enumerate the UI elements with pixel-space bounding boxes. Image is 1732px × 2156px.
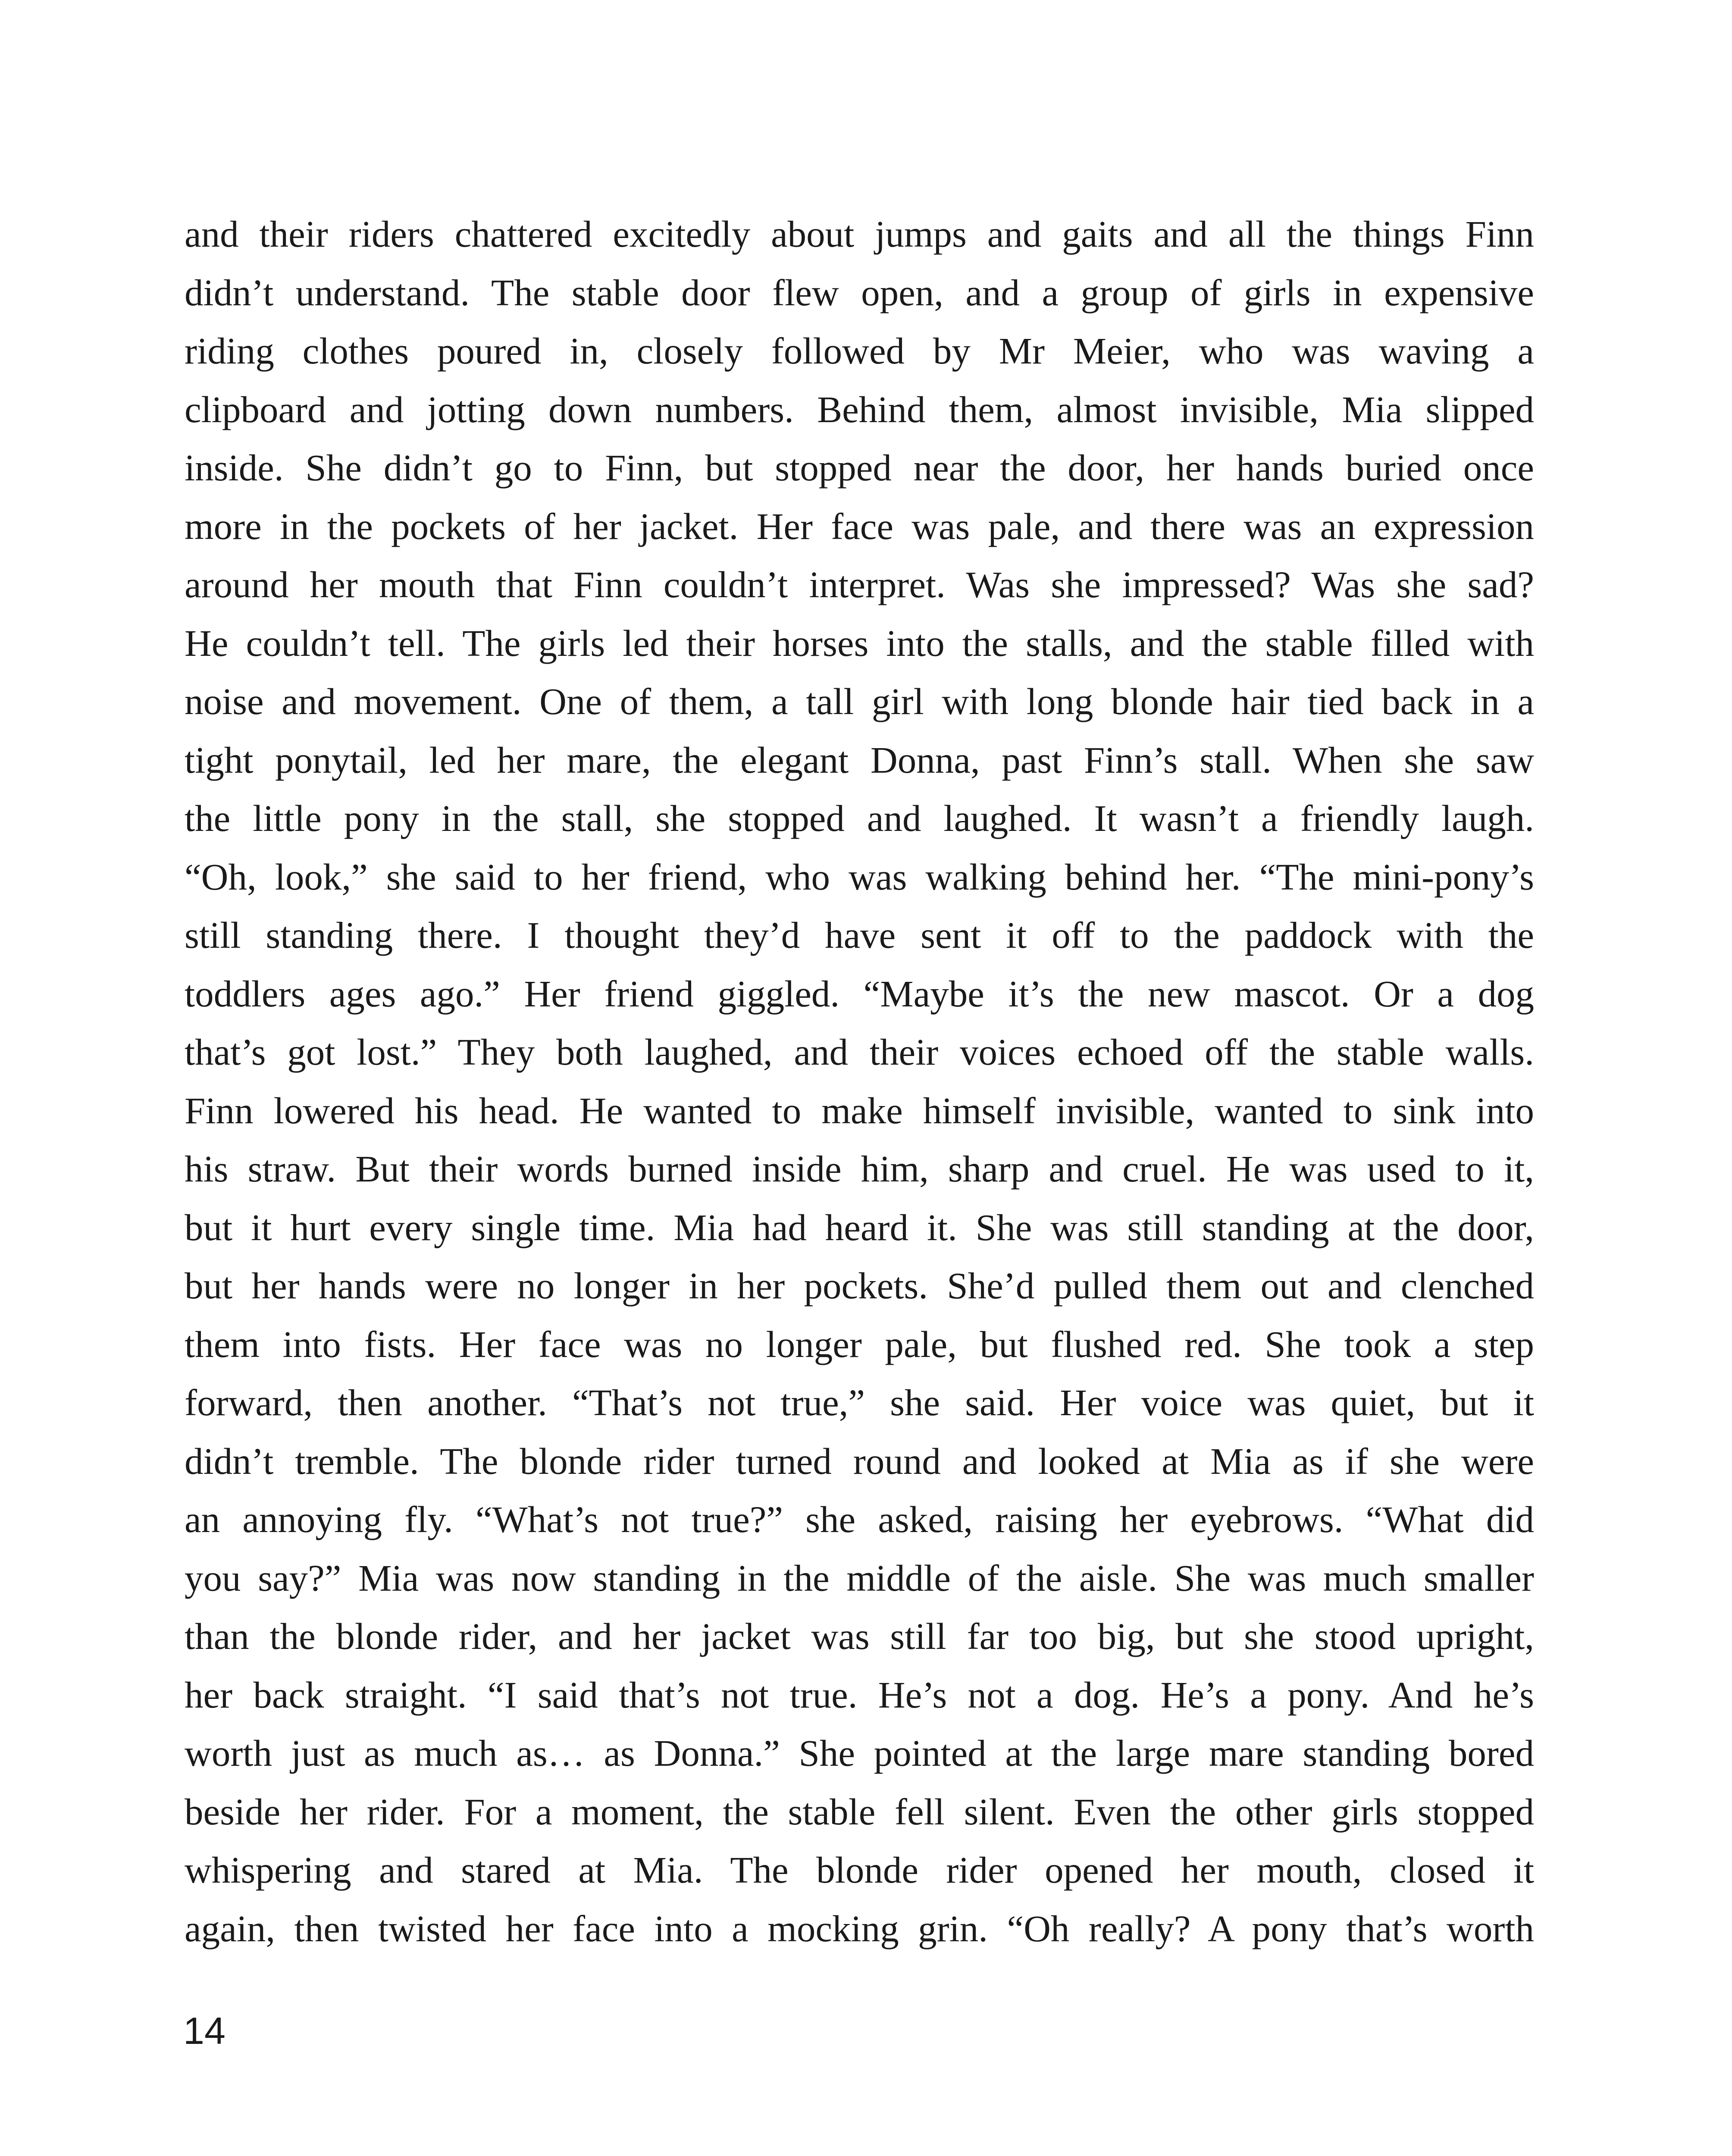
text-line: her back straight. “I said that’s not true. He’s not a dog. He’s a pony. And he’s <box>185 1673 1534 1716</box>
text-line: tight ponytail, led her mare, the elegant Donna, past Finn’s stall. When she saw <box>185 739 1534 781</box>
text-line: them into fists. Her face was no longer pale, but flushed red. She took a step <box>185 1323 1534 1365</box>
text-line: that’s got lost.” They both laughed, and their voices echoed off the stable walls. <box>185 1031 1534 1073</box>
text-line: noise and movement. One of them, a tall girl with long blonde hair tied back in a <box>185 680 1534 722</box>
text-line: the little pony in the stall, she stopped and laughed. It wasn’t a friendly laugh. <box>185 797 1534 839</box>
text-line: and their riders chattered excitedly about jumps and gaits and all the things Finn <box>185 213 1534 255</box>
text-line: than the blonde rider, and her jacket was still far too big, but she stood upright, <box>185 1615 1534 1657</box>
text-line: still standing there. I thought they’d have sent it off to the paddock with the <box>185 914 1534 956</box>
text-line: riding clothes poured in, closely followed by Mr Meier, who was waving a <box>185 330 1534 372</box>
page-number: 14 <box>183 2009 226 2052</box>
text-line: clipboard and jotting down numbers. Behind them, almost invisible, Mia slipped <box>185 388 1534 430</box>
text-line: didn’t tremble. The blonde rider turned round and looked at Mia as if she were <box>185 1440 1534 1482</box>
text-line: you say?” Mia was now standing in the middle of the aisle. She was much smaller <box>185 1557 1534 1599</box>
body-text <box>185 205 1534 1958</box>
text-line: an annoying fly. “What’s not true?” she asked, raising her eyebrows. “What did <box>185 1498 1534 1540</box>
text-line: Finn lowered his head. He wanted to make himself invisible, wanted to sink into <box>185 1089 1534 1131</box>
text-line: his straw. But their words burned inside him, sharp and cruel. He was used to it, <box>185 1148 1534 1190</box>
text-line: but her hands were no longer in her pockets. She’d pulled them out and clenched <box>185 1265 1534 1307</box>
text-line: around her mouth that Finn couldn’t interpret. Was she impressed? Was she sad? <box>185 564 1534 605</box>
text-line: toddlers ages ago.” Her friend giggled. “Maybe it’s the new mascot. Or a dog <box>185 972 1534 1015</box>
text-line: worth just as much as… as Donna.” She pointed at the large mare standing bored <box>185 1732 1534 1774</box>
text-line: “Oh, look,” she said to her friend, who was walking behind her. “The mini-pony’s <box>185 856 1534 898</box>
text-line: didn’t understand. The stable door flew open, and a group of girls in expensive <box>185 271 1534 313</box>
text-line: inside. She didn’t go to Finn, but stopped near the door, her hands buried once <box>185 447 1534 489</box>
text-line: beside her rider. For a moment, the stable fell silent. Even the other girls stopped <box>185 1790 1534 1833</box>
text-line: but it hurt every single time. Mia had heard it. She was still standing at the door, <box>185 1206 1534 1248</box>
text-line: again, then twisted her face into a mocking grin. “Oh really? A pony that’s worth <box>185 1907 1534 1949</box>
text-line: whispering and stared at Mia. The blonde rider opened her mouth, closed it <box>185 1849 1534 1891</box>
text-line: forward, then another. “That’s not true,” she said. Her voice was quiet, but it <box>185 1382 1534 1423</box>
text-line: more in the pockets of her jacket. Her face was pale, and there was an expression <box>185 505 1534 547</box>
text-line: He couldn’t tell. The girls led their horses into the stalls, and the stable filled with <box>185 622 1534 664</box>
